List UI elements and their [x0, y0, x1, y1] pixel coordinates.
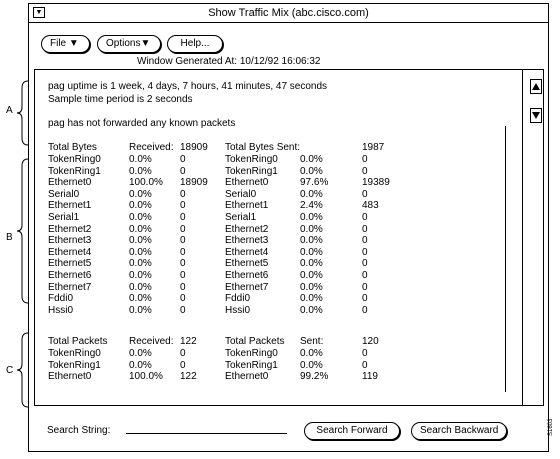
bytes-table-cell: 0	[180, 188, 186, 200]
search-input[interactable]	[126, 433, 287, 434]
packets-table-cell: TokenRing1	[225, 359, 278, 371]
bytes-table-cell: Hssi0	[225, 304, 251, 316]
bytes-table-cell: 0.0%	[129, 293, 152, 305]
packets-table-header-cell: Total Packets	[48, 336, 108, 347]
bytes-table-cell: Ethernet2	[225, 223, 269, 235]
bytes-table-cell: 0	[362, 188, 368, 200]
bytes-table-cell: Ethernet0	[225, 177, 269, 189]
bytes-table-cell: Ethernet4	[48, 246, 92, 258]
packets-table-cell: TokenRing1	[48, 359, 101, 371]
bytes-table-cell: 0	[180, 293, 186, 305]
bytes-table-cell: 0.0%	[129, 304, 152, 316]
down-arrow-icon	[531, 109, 541, 122]
bytes-table-cell: 0	[180, 304, 186, 316]
window-menu-button[interactable]: ▼	[33, 7, 45, 18]
bytes-table-cell: 0	[362, 293, 368, 305]
output-panel	[34, 69, 544, 406]
bytes-table-cell: 0	[180, 200, 186, 212]
bytes-table-cell: 97.6%	[300, 177, 329, 189]
bytes-table-cell: 0.0%	[129, 270, 152, 281]
packets-table-cell: 0	[180, 348, 186, 359]
bytes-table-cell: 0	[362, 246, 368, 258]
packets-table-cell: 119	[362, 371, 378, 383]
bytes-table-cell: 0	[180, 154, 186, 165]
bytes-table-cell: 0	[180, 246, 186, 258]
bytes-table-cell: 0	[362, 212, 368, 223]
bytes-table-cell: Serial0	[225, 188, 257, 200]
bytes-table-header-cell: Received:	[129, 142, 174, 153]
bytes-table-cell: Ethernet1	[225, 200, 269, 212]
title-bar	[29, 4, 548, 23]
forwarding-line: pag has not forwarded any known packets	[48, 118, 236, 129]
window-title: Show Traffic Mix (abc.cisco.com)	[208, 7, 369, 19]
scroll-down-button[interactable]	[530, 108, 542, 123]
packets-table-cell: Ethernet0	[225, 371, 269, 383]
packets-table-cell: 0.0%	[129, 359, 152, 371]
packets-table-cell: Ethernet0	[48, 371, 92, 383]
bytes-table-cell: Fddi0	[48, 293, 74, 305]
scroll-up-button[interactable]	[530, 79, 542, 94]
bytes-table-cell: 0	[180, 235, 186, 247]
bytes-table-cell: 0.0%	[300, 212, 323, 223]
bytes-table-cell: 0.0%	[129, 223, 152, 235]
bytes-table-cell: Fddi0	[225, 293, 251, 305]
bytes-table-cell: 0.0%	[129, 165, 152, 177]
bytes-table-cell: 0.0%	[129, 200, 152, 212]
bytes-table-cell: 0	[362, 165, 368, 177]
search-backward-button[interactable]: Search Backward	[411, 422, 507, 440]
bytes-table-cell: Serial1	[225, 212, 257, 223]
packets-table-cell: 0.0%	[129, 348, 152, 359]
bytes-table-cell: 0	[362, 223, 368, 235]
bytes-table-cell: 0.0%	[129, 235, 152, 247]
packets-table-cell: 0	[362, 359, 368, 371]
scrollbar-track[interactable]	[505, 126, 506, 392]
bytes-table-cell: Ethernet2	[48, 223, 92, 235]
bytes-table-cell: 100.0%	[129, 177, 163, 189]
uptime-line: pag uptime is 1 week, 4 days, 7 hours, 41 minutes, 47 seconds	[48, 81, 328, 92]
search-forward-button[interactable]: Search Forward	[304, 422, 400, 440]
bytes-table-cell: TokenRing0	[48, 154, 101, 165]
bytes-table-header-cell: 1987	[362, 142, 385, 153]
bytes-table-cell: 0	[180, 223, 186, 235]
bytes-table-cell: 0.0%	[129, 246, 152, 258]
traffic-output-text[interactable]	[35, 70, 519, 405]
packets-table-header-cell: 120	[362, 336, 379, 347]
bytes-table-cell: 0.0%	[300, 281, 323, 293]
bytes-table-cell: 0.0%	[300, 293, 323, 305]
generated-timestamp: Window Generated At: 10/12/92 16:06:32	[137, 56, 321, 67]
bytes-table-cell: 0.0%	[300, 235, 323, 247]
bytes-table-cell: 0	[362, 235, 368, 247]
bytes-table-cell: 0	[362, 304, 368, 316]
bytes-table-cell: TokenRing1	[225, 165, 278, 177]
packets-table-cell: 0	[180, 359, 186, 371]
bytes-table-cell: 0	[362, 270, 368, 281]
packets-table-header-cell: Sent:	[300, 336, 324, 347]
sample-period-line: Sample time period is 2 seconds	[48, 94, 193, 105]
bytes-table-cell: Hssi0	[48, 304, 74, 316]
bytes-table-cell: 0.0%	[300, 223, 323, 235]
packets-table-cell: TokenRing0	[225, 348, 278, 359]
packets-table-cell: 122	[180, 371, 197, 383]
bytes-table-cell: Serial1	[48, 212, 80, 223]
bytes-table-cell: 2.4%	[300, 200, 323, 212]
bytes-table-cell: Ethernet5	[225, 258, 269, 270]
bytes-table-cell: Ethernet6	[48, 270, 92, 281]
bytes-table-cell: 0	[362, 258, 368, 270]
bytes-table-cell: 0.0%	[300, 246, 323, 258]
bytes-table-cell: 0.0%	[300, 304, 323, 316]
bytes-table-cell: 0.0%	[129, 154, 152, 165]
options-menu-button[interactable]: Options▼	[97, 35, 161, 53]
label-a: A	[6, 105, 13, 116]
packets-table-cell: 0.0%	[300, 348, 323, 359]
packets-table-cell: 0.0%	[300, 359, 323, 371]
figure-id: S1603	[548, 418, 554, 436]
bytes-table-cell: 0	[180, 258, 186, 270]
label-c: C	[6, 365, 14, 376]
bytes-table-cell: TokenRing0	[225, 154, 278, 165]
bytes-table-cell: 0	[180, 281, 186, 293]
bytes-table-cell: Ethernet7	[48, 281, 92, 293]
help-button[interactable]: Help...	[167, 35, 223, 53]
bytes-table-header-cell: Total Bytes	[48, 142, 97, 153]
up-arrow-icon	[531, 80, 541, 93]
bytes-table-cell: Ethernet6	[225, 270, 269, 281]
packets-table-header-cell: 122	[180, 336, 197, 347]
bytes-table-header-cell: Total Bytes Sent:	[225, 142, 301, 153]
packets-table-cell: 99.2%	[300, 371, 329, 383]
bytes-table-cell: Ethernet7	[225, 281, 269, 293]
bytes-table-cell: 0.0%	[300, 188, 323, 200]
scrollbar-divider	[522, 70, 523, 405]
bytes-table-cell: 0	[180, 270, 186, 281]
bytes-table-cell: Ethernet5	[48, 258, 92, 270]
bytes-table-cell: 0	[362, 281, 368, 293]
bytes-table-cell: Ethernet0	[48, 177, 92, 189]
search-string-label: Search String:	[47, 425, 111, 436]
packets-table-header-cell: Received:	[129, 336, 174, 347]
bytes-table-cell: 19389	[362, 177, 390, 189]
bytes-table-cell: Ethernet1	[48, 200, 92, 212]
bytes-table-cell: 0.0%	[129, 212, 152, 223]
bytes-table-cell: Ethernet3	[225, 235, 269, 247]
bytes-table-cell: 0.0%	[300, 154, 323, 165]
label-b: B	[6, 232, 13, 243]
file-menu-button[interactable]: File ▼	[41, 35, 90, 53]
bytes-table-cell: 0.0%	[300, 270, 323, 281]
packets-table-cell: 100.0%	[129, 371, 163, 383]
bytes-table-cell: 483	[362, 200, 379, 212]
bytes-table-cell: 0	[180, 165, 186, 177]
packets-table-cell: 0	[362, 348, 368, 359]
bytes-table-cell: 0.0%	[129, 188, 152, 200]
bytes-table-header-cell: 18909	[180, 142, 208, 153]
bytes-table-cell: Ethernet3	[48, 235, 92, 247]
bytes-table-cell: 0	[180, 212, 186, 223]
bytes-table-cell: Serial0	[48, 188, 80, 200]
packets-table-cell: TokenRing0	[48, 348, 101, 359]
bytes-table-cell: 18909	[180, 177, 208, 189]
bytes-table-cell: 0.0%	[129, 281, 152, 293]
bytes-table-cell: 0.0%	[300, 258, 323, 270]
bytes-table-cell: 0.0%	[129, 258, 152, 270]
bytes-table-cell: 0	[362, 154, 368, 165]
bytes-table-cell: TokenRing1	[48, 165, 101, 177]
bytes-table-cell: 0.0%	[300, 165, 323, 177]
packets-table-header-cell: Total Packets	[225, 336, 285, 347]
bytes-table-cell: Ethernet4	[225, 246, 269, 258]
